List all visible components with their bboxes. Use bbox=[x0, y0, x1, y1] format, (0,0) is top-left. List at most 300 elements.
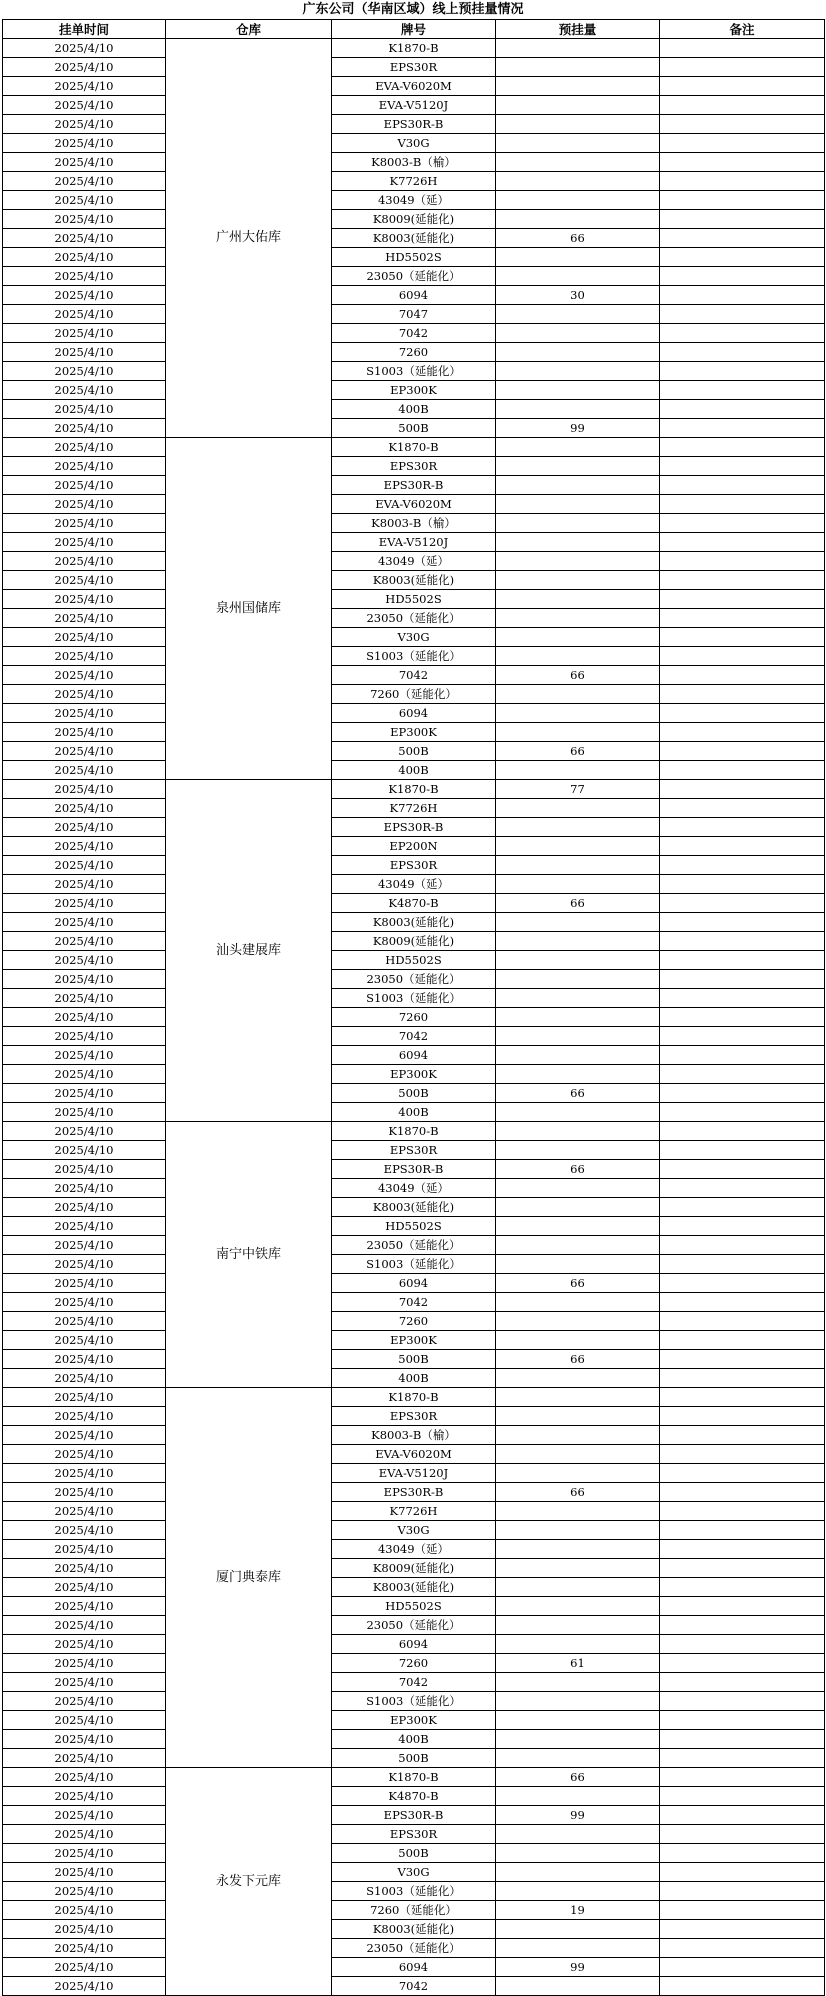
cell-remarks bbox=[660, 39, 825, 58]
cell-listing-time: 2025/4/10 bbox=[3, 1882, 166, 1901]
cell-pre-listed-qty bbox=[496, 1407, 660, 1426]
cell-pre-listed-qty: 66 bbox=[496, 1274, 660, 1293]
cell-listing-time: 2025/4/10 bbox=[3, 571, 166, 590]
cell-pre-listed-qty bbox=[496, 1711, 660, 1730]
cell-remarks bbox=[660, 1540, 825, 1559]
cell-listing-time: 2025/4/10 bbox=[3, 894, 166, 913]
cell-grade: EP300K bbox=[332, 1331, 496, 1350]
cell-listing-time: 2025/4/10 bbox=[3, 400, 166, 419]
cell-pre-listed-qty bbox=[496, 1331, 660, 1350]
cell-grade: EVA-V6020M bbox=[332, 1445, 496, 1464]
cell-listing-time: 2025/4/10 bbox=[3, 723, 166, 742]
table-row bbox=[3, 1749, 825, 1768]
cell-listing-time: 2025/4/10 bbox=[3, 1274, 166, 1293]
cell-grade: K8009(延能化) bbox=[332, 210, 496, 229]
table-row bbox=[3, 1274, 825, 1293]
cell-remarks bbox=[660, 1179, 825, 1198]
cell-listing-time: 2025/4/10 bbox=[3, 1711, 166, 1730]
cell-grade: 400B bbox=[332, 1730, 496, 1749]
cell-pre-listed-qty bbox=[496, 989, 660, 1008]
table-row bbox=[3, 1008, 825, 1027]
cell-grade: V30G bbox=[332, 134, 496, 153]
table-row bbox=[3, 1863, 825, 1882]
cell-remarks bbox=[660, 1939, 825, 1958]
cell-listing-time: 2025/4/10 bbox=[3, 951, 166, 970]
cell-grade: EPS30R-B bbox=[332, 1806, 496, 1825]
cell-grade: 43049（延） bbox=[332, 875, 496, 894]
table-row bbox=[3, 1217, 825, 1236]
cell-remarks bbox=[660, 571, 825, 590]
table-row bbox=[3, 172, 825, 191]
cell-grade: K8003(延能化) bbox=[332, 229, 496, 248]
cell-pre-listed-qty bbox=[496, 1559, 660, 1578]
cell-pre-listed-qty bbox=[496, 533, 660, 552]
cell-listing-time: 2025/4/10 bbox=[3, 1027, 166, 1046]
cell-remarks bbox=[660, 1977, 825, 1996]
cell-pre-listed-qty bbox=[496, 609, 660, 628]
cell-grade: V30G bbox=[332, 1521, 496, 1540]
cell-listing-time: 2025/4/10 bbox=[3, 780, 166, 799]
cell-remarks bbox=[660, 1673, 825, 1692]
cell-grade: EPS30R bbox=[332, 58, 496, 77]
cell-grade: 500B bbox=[332, 742, 496, 761]
cell-listing-time: 2025/4/10 bbox=[3, 1597, 166, 1616]
cell-grade: K7726H bbox=[332, 172, 496, 191]
cell-listing-time: 2025/4/10 bbox=[3, 1464, 166, 1483]
cell-listing-time: 2025/4/10 bbox=[3, 1483, 166, 1502]
cell-pre-listed-qty bbox=[496, 1730, 660, 1749]
cell-pre-listed-qty bbox=[496, 1616, 660, 1635]
cell-listing-time: 2025/4/10 bbox=[3, 1388, 166, 1407]
cell-remarks bbox=[660, 1141, 825, 1160]
cell-remarks bbox=[660, 1844, 825, 1863]
table-row bbox=[3, 1350, 825, 1369]
cell-remarks bbox=[660, 1369, 825, 1388]
cell-listing-time: 2025/4/10 bbox=[3, 989, 166, 1008]
cell-remarks bbox=[660, 970, 825, 989]
cell-pre-listed-qty: 66 bbox=[496, 1084, 660, 1103]
cell-pre-listed-qty bbox=[496, 1255, 660, 1274]
cell-pre-listed-qty bbox=[496, 267, 660, 286]
cell-listing-time: 2025/4/10 bbox=[3, 1540, 166, 1559]
cell-grade: 7042 bbox=[332, 666, 496, 685]
cell-listing-time: 2025/4/10 bbox=[3, 533, 166, 552]
cell-remarks bbox=[660, 1578, 825, 1597]
table-row bbox=[3, 476, 825, 495]
table-row bbox=[3, 514, 825, 533]
cell-remarks bbox=[660, 1787, 825, 1806]
cell-grade: 7260 bbox=[332, 343, 496, 362]
cell-grade: K8009(延能化) bbox=[332, 932, 496, 951]
cell-grade: 6094 bbox=[332, 1958, 496, 1977]
table-row bbox=[3, 1084, 825, 1103]
cell-grade: 500B bbox=[332, 419, 496, 438]
cell-remarks bbox=[660, 590, 825, 609]
cell-grade: K8003(延能化) bbox=[332, 1920, 496, 1939]
table-row bbox=[3, 818, 825, 837]
header-pre-listed-qty: 预挂量 bbox=[496, 20, 660, 39]
table-row bbox=[3, 457, 825, 476]
table-row bbox=[3, 1160, 825, 1179]
table-row bbox=[3, 704, 825, 723]
cell-listing-time: 2025/4/10 bbox=[3, 1008, 166, 1027]
cell-pre-listed-qty bbox=[496, 39, 660, 58]
cell-listing-time: 2025/4/10 bbox=[3, 1521, 166, 1540]
cell-grade: 43049（延） bbox=[332, 1179, 496, 1198]
cell-grade: EVA-V6020M bbox=[332, 495, 496, 514]
cell-remarks bbox=[660, 514, 825, 533]
cell-pre-listed-qty bbox=[496, 1065, 660, 1084]
table-row bbox=[3, 913, 825, 932]
table-row bbox=[3, 1540, 825, 1559]
cell-listing-time: 2025/4/10 bbox=[3, 1635, 166, 1654]
cell-remarks bbox=[660, 1483, 825, 1502]
table-row bbox=[3, 666, 825, 685]
table-row bbox=[3, 571, 825, 590]
table-row bbox=[3, 96, 825, 115]
cell-grade: EPS30R bbox=[332, 1825, 496, 1844]
table-row bbox=[3, 1578, 825, 1597]
cell-listing-time: 2025/4/10 bbox=[3, 799, 166, 818]
table-row bbox=[3, 1901, 825, 1920]
cell-grade: 6094 bbox=[332, 1046, 496, 1065]
cell-listing-time: 2025/4/10 bbox=[3, 837, 166, 856]
cell-remarks bbox=[660, 742, 825, 761]
cell-remarks bbox=[660, 1445, 825, 1464]
cell-pre-listed-qty: 66 bbox=[496, 1160, 660, 1179]
cell-grade: K8003-B（榆） bbox=[332, 514, 496, 533]
cell-listing-time: 2025/4/10 bbox=[3, 438, 166, 457]
cell-grade: EPS30R bbox=[332, 856, 496, 875]
cell-remarks bbox=[660, 856, 825, 875]
cell-grade: 7042 bbox=[332, 1673, 496, 1692]
table-row bbox=[3, 115, 825, 134]
cell-remarks bbox=[660, 1901, 825, 1920]
table-row bbox=[3, 1502, 825, 1521]
cell-remarks bbox=[660, 1597, 825, 1616]
cell-remarks bbox=[660, 1920, 825, 1939]
cell-pre-listed-qty bbox=[496, 381, 660, 400]
cell-listing-time: 2025/4/10 bbox=[3, 1692, 166, 1711]
cell-listing-time: 2025/4/10 bbox=[3, 609, 166, 628]
cell-grade: 500B bbox=[332, 1749, 496, 1768]
table-row bbox=[3, 400, 825, 419]
cell-remarks bbox=[660, 58, 825, 77]
cell-remarks bbox=[660, 894, 825, 913]
cell-listing-time: 2025/4/10 bbox=[3, 685, 166, 704]
cell-remarks bbox=[660, 761, 825, 780]
cell-grade: 400B bbox=[332, 761, 496, 780]
cell-pre-listed-qty bbox=[496, 1464, 660, 1483]
table-row bbox=[3, 1027, 825, 1046]
table-row bbox=[3, 1635, 825, 1654]
cell-listing-time: 2025/4/10 bbox=[3, 1046, 166, 1065]
table-row bbox=[3, 799, 825, 818]
cell-listing-time: 2025/4/10 bbox=[3, 818, 166, 837]
table-row bbox=[3, 362, 825, 381]
cell-grade: HD5502S bbox=[332, 951, 496, 970]
table-row bbox=[3, 1407, 825, 1426]
cell-pre-listed-qty: 99 bbox=[496, 419, 660, 438]
cell-remarks bbox=[660, 647, 825, 666]
cell-remarks bbox=[660, 1825, 825, 1844]
cell-pre-listed-qty bbox=[496, 248, 660, 267]
table-row bbox=[3, 1920, 825, 1939]
cell-listing-time: 2025/4/10 bbox=[3, 1730, 166, 1749]
cell-remarks bbox=[660, 324, 825, 343]
table-row bbox=[3, 780, 825, 799]
cell-pre-listed-qty bbox=[496, 77, 660, 96]
cell-pre-listed-qty bbox=[496, 134, 660, 153]
cell-remarks bbox=[660, 1274, 825, 1293]
table-row bbox=[3, 1768, 825, 1787]
cell-remarks bbox=[660, 305, 825, 324]
table-row bbox=[3, 286, 825, 305]
cell-grade: S1003（延能化） bbox=[332, 647, 496, 666]
header-remarks: 备注 bbox=[660, 20, 825, 39]
table-row bbox=[3, 324, 825, 343]
cell-grade: 23050（延能化） bbox=[332, 1939, 496, 1958]
cell-pre-listed-qty bbox=[496, 1445, 660, 1464]
cell-pre-listed-qty bbox=[496, 1008, 660, 1027]
cell-pre-listed-qty bbox=[496, 324, 660, 343]
cell-remarks bbox=[660, 1730, 825, 1749]
table-row bbox=[3, 628, 825, 647]
cell-listing-time: 2025/4/10 bbox=[3, 77, 166, 96]
cell-pre-listed-qty bbox=[496, 932, 660, 951]
cell-grade: 6094 bbox=[332, 286, 496, 305]
cell-pre-listed-qty bbox=[496, 951, 660, 970]
cell-pre-listed-qty bbox=[496, 970, 660, 989]
cell-listing-time: 2025/4/10 bbox=[3, 191, 166, 210]
cell-warehouse: 永发下元库 bbox=[166, 1768, 332, 1996]
cell-pre-listed-qty: 66 bbox=[496, 894, 660, 913]
cell-pre-listed-qty: 66 bbox=[496, 1350, 660, 1369]
cell-remarks bbox=[660, 381, 825, 400]
cell-grade: S1003（延能化） bbox=[332, 1692, 496, 1711]
cell-pre-listed-qty bbox=[496, 1863, 660, 1882]
cell-pre-listed-qty bbox=[496, 590, 660, 609]
cell-grade: HD5502S bbox=[332, 248, 496, 267]
cell-pre-listed-qty bbox=[496, 210, 660, 229]
cell-grade: 7042 bbox=[332, 1293, 496, 1312]
cell-warehouse: 南宁中铁库 bbox=[166, 1122, 332, 1388]
cell-pre-listed-qty bbox=[496, 96, 660, 115]
cell-listing-time: 2025/4/10 bbox=[3, 1407, 166, 1426]
cell-remarks bbox=[660, 286, 825, 305]
cell-grade: 7260 bbox=[332, 1312, 496, 1331]
table-row bbox=[3, 1730, 825, 1749]
cell-remarks bbox=[660, 951, 825, 970]
cell-listing-time: 2025/4/10 bbox=[3, 970, 166, 989]
cell-pre-listed-qty bbox=[496, 1540, 660, 1559]
cell-warehouse: 泉州国储库 bbox=[166, 438, 332, 780]
cell-listing-time: 2025/4/10 bbox=[3, 115, 166, 134]
cell-pre-listed-qty bbox=[496, 1122, 660, 1141]
cell-grade: 23050（延能化） bbox=[332, 1616, 496, 1635]
cell-pre-listed-qty bbox=[496, 913, 660, 932]
cell-listing-time: 2025/4/10 bbox=[3, 1369, 166, 1388]
cell-pre-listed-qty bbox=[496, 647, 660, 666]
cell-remarks bbox=[660, 533, 825, 552]
cell-listing-time: 2025/4/10 bbox=[3, 495, 166, 514]
cell-remarks bbox=[660, 666, 825, 685]
cell-remarks bbox=[660, 457, 825, 476]
cell-listing-time: 2025/4/10 bbox=[3, 1768, 166, 1787]
cell-listing-time: 2025/4/10 bbox=[3, 1160, 166, 1179]
cell-listing-time: 2025/4/10 bbox=[3, 153, 166, 172]
table-row bbox=[3, 647, 825, 666]
table-row bbox=[3, 1046, 825, 1065]
cell-grade: S1003（延能化） bbox=[332, 1882, 496, 1901]
cell-pre-listed-qty bbox=[496, 343, 660, 362]
cell-remarks bbox=[660, 153, 825, 172]
cell-pre-listed-qty bbox=[496, 1920, 660, 1939]
cell-remarks bbox=[660, 628, 825, 647]
cell-grade: K1870-B bbox=[332, 780, 496, 799]
cell-listing-time: 2025/4/10 bbox=[3, 1236, 166, 1255]
cell-grade: HD5502S bbox=[332, 590, 496, 609]
cell-remarks bbox=[660, 1749, 825, 1768]
cell-remarks bbox=[660, 1806, 825, 1825]
cell-pre-listed-qty bbox=[496, 1293, 660, 1312]
cell-remarks bbox=[660, 1198, 825, 1217]
cell-grade: K1870-B bbox=[332, 1122, 496, 1141]
cell-grade: 6094 bbox=[332, 1635, 496, 1654]
cell-grade: K1870-B bbox=[332, 1768, 496, 1787]
cell-pre-listed-qty bbox=[496, 1179, 660, 1198]
cell-listing-time: 2025/4/10 bbox=[3, 1084, 166, 1103]
cell-grade: 7260 bbox=[332, 1654, 496, 1673]
cell-listing-time: 2025/4/10 bbox=[3, 1787, 166, 1806]
cell-grade: 400B bbox=[332, 400, 496, 419]
spreadsheet bbox=[2, 0, 824, 1996]
cell-pre-listed-qty bbox=[496, 685, 660, 704]
cell-pre-listed-qty bbox=[496, 1787, 660, 1806]
table-row bbox=[3, 1198, 825, 1217]
cell-listing-time: 2025/4/10 bbox=[3, 1578, 166, 1597]
cell-listing-time: 2025/4/10 bbox=[3, 932, 166, 951]
table-row bbox=[3, 1331, 825, 1350]
cell-listing-time: 2025/4/10 bbox=[3, 1103, 166, 1122]
table-row bbox=[3, 742, 825, 761]
table-row bbox=[3, 1844, 825, 1863]
cell-listing-time: 2025/4/10 bbox=[3, 1293, 166, 1312]
table-row bbox=[3, 134, 825, 153]
cell-grade: 7260（延能化） bbox=[332, 1901, 496, 1920]
cell-pre-listed-qty bbox=[496, 305, 660, 324]
cell-listing-time: 2025/4/10 bbox=[3, 913, 166, 932]
cell-pre-listed-qty: 66 bbox=[496, 742, 660, 761]
table-row bbox=[3, 894, 825, 913]
cell-remarks bbox=[660, 191, 825, 210]
table-row bbox=[3, 1825, 825, 1844]
cell-grade: S1003（延能化） bbox=[332, 1255, 496, 1274]
cell-grade: 23050（延能化） bbox=[332, 1236, 496, 1255]
cell-listing-time: 2025/4/10 bbox=[3, 1445, 166, 1464]
cell-warehouse: 厦门典泰库 bbox=[166, 1388, 332, 1768]
cell-remarks bbox=[660, 818, 825, 837]
cell-remarks bbox=[660, 1407, 825, 1426]
cell-pre-listed-qty bbox=[496, 495, 660, 514]
cell-remarks bbox=[660, 1160, 825, 1179]
cell-remarks bbox=[660, 552, 825, 571]
cell-listing-time: 2025/4/10 bbox=[3, 761, 166, 780]
cell-grade: 43049（延） bbox=[332, 191, 496, 210]
cell-listing-time: 2025/4/10 bbox=[3, 1350, 166, 1369]
cell-pre-listed-qty bbox=[496, 1198, 660, 1217]
table-row bbox=[3, 856, 825, 875]
cell-remarks bbox=[660, 1122, 825, 1141]
cell-remarks bbox=[660, 210, 825, 229]
cell-remarks bbox=[660, 115, 825, 134]
cell-listing-time: 2025/4/10 bbox=[3, 875, 166, 894]
cell-pre-listed-qty bbox=[496, 153, 660, 172]
cell-listing-time: 2025/4/10 bbox=[3, 286, 166, 305]
cell-remarks bbox=[660, 1255, 825, 1274]
cell-grade: EP300K bbox=[332, 381, 496, 400]
cell-listing-time: 2025/4/10 bbox=[3, 1331, 166, 1350]
cell-listing-time: 2025/4/10 bbox=[3, 514, 166, 533]
table-row bbox=[3, 552, 825, 571]
table-row bbox=[3, 58, 825, 77]
cell-listing-time: 2025/4/10 bbox=[3, 1939, 166, 1958]
cell-remarks bbox=[660, 1103, 825, 1122]
table-row bbox=[3, 248, 825, 267]
cell-listing-time: 2025/4/10 bbox=[3, 647, 166, 666]
cell-grade: K4870-B bbox=[332, 1787, 496, 1806]
cell-pre-listed-qty: 77 bbox=[496, 780, 660, 799]
table-row bbox=[3, 229, 825, 248]
cell-listing-time: 2025/4/10 bbox=[3, 172, 166, 191]
cell-listing-time: 2025/4/10 bbox=[3, 590, 166, 609]
table-row bbox=[3, 1236, 825, 1255]
table-row bbox=[3, 381, 825, 400]
cell-listing-time: 2025/4/10 bbox=[3, 1654, 166, 1673]
cell-grade: EVA-V5120J bbox=[332, 1464, 496, 1483]
cell-pre-listed-qty bbox=[496, 191, 660, 210]
cell-remarks bbox=[660, 685, 825, 704]
table-row bbox=[3, 191, 825, 210]
table-row bbox=[3, 1939, 825, 1958]
cell-remarks bbox=[660, 932, 825, 951]
cell-grade: EPS30R bbox=[332, 457, 496, 476]
table-row bbox=[3, 1711, 825, 1730]
cell-listing-time: 2025/4/10 bbox=[3, 381, 166, 400]
cell-pre-listed-qty bbox=[496, 571, 660, 590]
table-row bbox=[3, 343, 825, 362]
cell-pre-listed-qty bbox=[496, 628, 660, 647]
cell-grade: 400B bbox=[332, 1369, 496, 1388]
cell-pre-listed-qty bbox=[496, 1388, 660, 1407]
cell-pre-listed-qty bbox=[496, 1977, 660, 1996]
cell-pre-listed-qty bbox=[496, 818, 660, 837]
cell-remarks bbox=[660, 1008, 825, 1027]
cell-remarks bbox=[660, 1863, 825, 1882]
table-row bbox=[3, 932, 825, 951]
cell-remarks bbox=[660, 495, 825, 514]
cell-remarks bbox=[660, 1711, 825, 1730]
cell-pre-listed-qty bbox=[496, 476, 660, 495]
cell-pre-listed-qty bbox=[496, 1046, 660, 1065]
cell-listing-time: 2025/4/10 bbox=[3, 362, 166, 381]
cell-remarks bbox=[660, 248, 825, 267]
cell-grade: EPS30R-B bbox=[332, 115, 496, 134]
cell-grade: HD5502S bbox=[332, 1597, 496, 1616]
cell-pre-listed-qty bbox=[496, 1521, 660, 1540]
table-row bbox=[3, 495, 825, 514]
cell-remarks bbox=[660, 1293, 825, 1312]
